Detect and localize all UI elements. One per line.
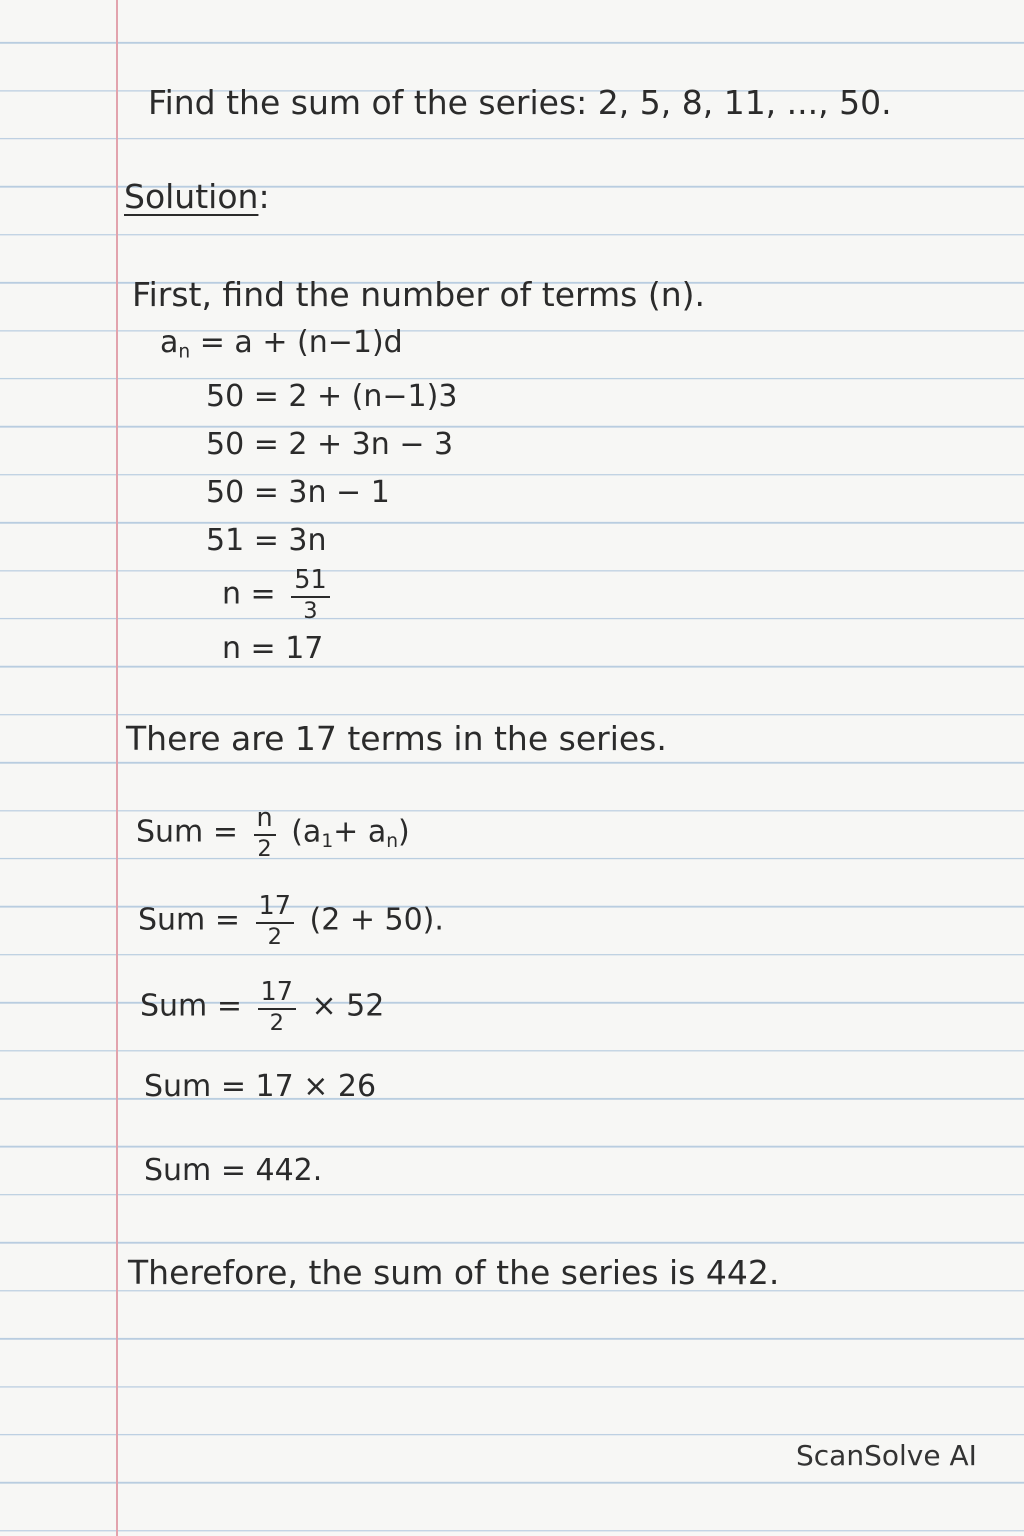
sum-step-3-denominator: 2 — [269, 1009, 284, 1036]
sum-formula-line — [136, 803, 410, 862]
n-fraction-numerator: 51 — [291, 568, 329, 598]
sum-formula-open: (a — [291, 814, 322, 850]
conclusion: Therefore, the sum of the series is 442. — [128, 1253, 780, 1292]
solution-heading — [124, 177, 270, 216]
sum-formula-denominator: 2 — [257, 835, 272, 862]
sum-formula-an-subscript: n — [386, 831, 399, 853]
solution-colon: : — [258, 177, 270, 216]
notebook-margin-line — [116, 0, 118, 1536]
sum-step-2-prefix: Sum = — [138, 902, 240, 938]
brand-watermark: ScanSolve AI — [796, 1439, 977, 1472]
n-result: n = 17 — [222, 631, 324, 666]
formula-subscript-n: n — [178, 341, 191, 363]
terms-statement: There are 17 terms in the series. — [126, 719, 667, 758]
sum-formula-plus: + a — [333, 814, 387, 850]
sum-step-2-fraction — [256, 891, 294, 950]
equation-step-1: 50 = 2 + (n−1)3 — [206, 379, 458, 414]
sum-step-4: Sum = 17 × 26 — [144, 1069, 377, 1104]
sum-formula-fraction — [254, 803, 276, 862]
sum-formula-close: ) — [398, 814, 410, 850]
sum-step-3-fraction — [258, 977, 296, 1036]
formula-a: a — [160, 325, 179, 360]
step1-intro: First, find the number of terms (n). — [132, 275, 706, 314]
sum-step-3-prefix: Sum = — [140, 988, 242, 1024]
n-fraction — [291, 565, 329, 624]
sum-step-5: Sum = 442. — [144, 1153, 323, 1188]
n-fraction-line — [222, 565, 336, 624]
sum-step-3-numerator: 17 — [258, 980, 296, 1010]
n-fraction-denominator: 3 — [303, 597, 318, 624]
general-term-formula — [160, 325, 403, 363]
sum-step-3-line — [140, 977, 385, 1036]
sum-step-2-suffix: (2 + 50). — [309, 902, 444, 938]
sum-formula-a1-subscript: 1 — [321, 831, 334, 853]
sum-step-2-numerator: 17 — [256, 894, 294, 924]
n-fraction-prefix: n = — [222, 576, 276, 612]
formula-rhs: = a + (n−1)d — [199, 325, 403, 360]
equation-step-4: 51 = 3n — [206, 523, 327, 558]
sum-formula-prefix: Sum = — [136, 814, 238, 850]
sum-step-2-line — [138, 891, 444, 950]
equation-step-2: 50 = 2 + 3n − 3 — [206, 427, 454, 462]
problem-statement: Find the sum of the series: 2, 5, 8, 11, ..., 50. — [148, 83, 892, 122]
equation-step-3: 50 = 3n − 1 — [206, 475, 390, 510]
sum-step-3-suffix: × 52 — [311, 988, 385, 1024]
sum-step-2-denominator: 2 — [267, 923, 282, 950]
sum-formula-numerator: n — [254, 806, 276, 836]
solution-label: Solution — [124, 177, 259, 216]
